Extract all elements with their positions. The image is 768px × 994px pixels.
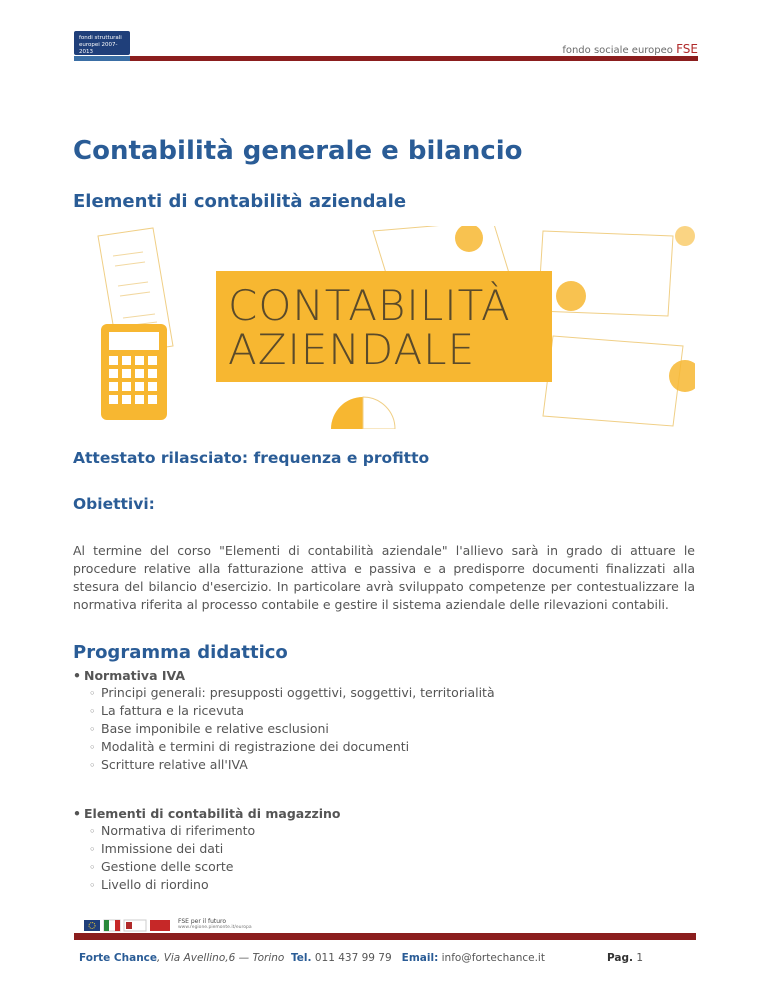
- list-item: ◦ Base imponibile e relative esclusioni: [89, 720, 693, 738]
- logo-line-2: europei 2007-2013: [79, 42, 118, 55]
- attestato-heading: Attestato rilasciato: frequenza e profitto: [73, 449, 430, 467]
- page-value: 1: [633, 952, 644, 964]
- fse-header-label: [562, 42, 698, 56]
- fse-per-il-futuro: [178, 918, 252, 930]
- header-bar: [130, 56, 698, 61]
- footer-address: , Via Avellino,6 — Torino: [157, 952, 285, 964]
- section-items: [73, 684, 693, 774]
- tel-value: 011 437 99 79: [311, 952, 392, 964]
- footer-brand: Forte Chance: [79, 952, 158, 964]
- list-item: ◦ Modalità e termini di registrazione dei documenti: [89, 738, 693, 756]
- hero-banner: [216, 271, 552, 382]
- list-item: ◦ Gestione delle scorte: [89, 858, 693, 876]
- hero-line-1: CONTABILITÀ: [228, 281, 511, 330]
- footer-contact: [79, 952, 545, 964]
- email-label: Email:: [401, 952, 439, 964]
- obiettivi-text: Al termine del corso "Elementi di contabilità aziendale" l'allievo sarà in grado di attuare le procedure relative alla fatturazione attiva e passiva e a predisporre documenti finalizzati alla stesura del bilancio d'esercizio. In particolare avrà sviluppato competenze per contestualizzare la normativa riferita al processo contabile e gestire il sistema aziendale delle rilevazioni contabili.: [73, 543, 695, 612]
- page-header: [0, 0, 768, 70]
- list-item: ◦ La fattura e la ricevuta: [89, 702, 693, 720]
- fse-mark: FSE: [676, 42, 698, 56]
- tel-label: Tel.: [291, 952, 312, 964]
- email-value: info@fortechance.it: [438, 952, 545, 964]
- header-bar-accent: [74, 56, 130, 61]
- list-item: ◦ Principi generali: presupposti oggettivi, soggettivi, territorialità: [89, 684, 693, 702]
- list-item: ◦ Livello di riordino: [89, 876, 693, 894]
- section-title: • Normativa IVA: [73, 667, 693, 684]
- fse-prefix: fondo sociale europeo: [562, 45, 673, 56]
- footer-bar: [74, 933, 696, 940]
- page-title: Contabilità generale e bilancio: [73, 136, 523, 166]
- logo-line-1: fondi strutturali: [79, 35, 122, 41]
- page-number: [607, 952, 643, 964]
- section-items: [73, 822, 693, 894]
- programma-heading: Programma didattico: [73, 642, 288, 663]
- section-contabilita-magazzino: [73, 805, 693, 894]
- section-normativa-iva: [73, 667, 693, 774]
- fse-pf-url: www.regione.piemonte.it/europa: [178, 925, 252, 930]
- list-item: ◦ Immissione dei dati: [89, 840, 693, 858]
- fse-pf-label: FSE per il futuro: [178, 918, 227, 925]
- page-label: Pag.: [607, 952, 634, 964]
- obiettivi-heading: Obiettivi:: [73, 495, 155, 513]
- hero-line-2: AZIENDALE: [228, 325, 476, 374]
- fondi-strutturali-logo: [74, 31, 130, 55]
- section-title: • Elementi di contabilità di magazzino: [73, 805, 693, 822]
- list-item: ◦ Scritture relative all'IVA: [89, 756, 693, 774]
- hero-illustration: [73, 226, 695, 429]
- list-item: ◦ Normativa di riferimento: [89, 822, 693, 840]
- page-subtitle: Elementi di contabilità aziendale: [73, 191, 407, 212]
